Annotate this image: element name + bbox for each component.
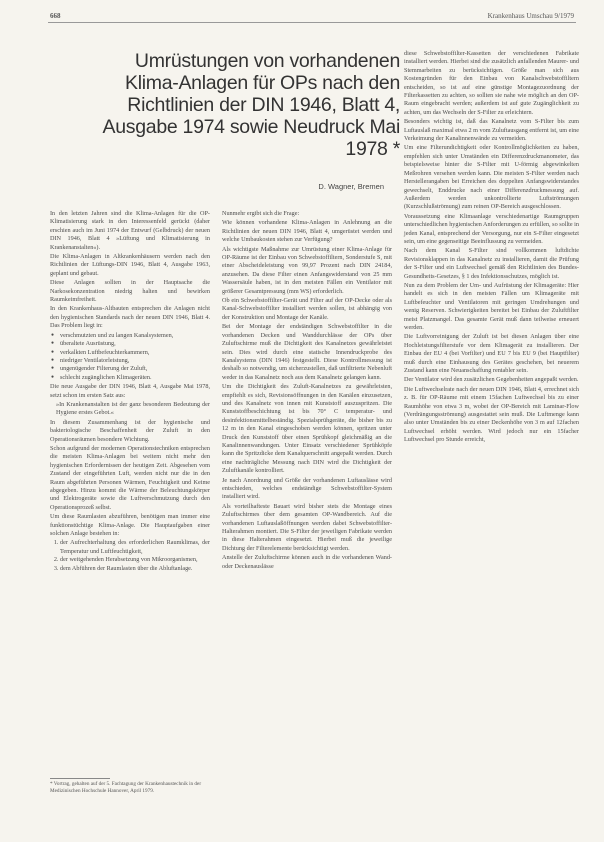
article-title — [100, 50, 400, 160]
paragraph: Diese Anlagen sollten in der Hauptsache die Narkosekonzentration niedrig halten und bewirken Raumkeimfreiheit. — [50, 279, 210, 304]
title-line: Klima-Anlagen für OPs nach den — [125, 72, 400, 94]
paragraph: Nun zu dem Problem der Um- und Aufrüstung der Klimageräte: Hier handelt es sich in den meisten Fällen um Klimageräte mit Luftbefeuchter und Ventilatoren mit geringen Umdrehungen und wenig Reserven. Schwierigkeiten bereitet bei Einbau der Zuluftfilter meist Platzmangel. Das gesamte Gerät muß dann teilweise erneuert werden. — [404, 281, 579, 331]
title-line: Umrüstungen von vorhandenen — [134, 50, 400, 72]
title-line: Richtlinien der DIN 1946, Blatt 4, — [127, 94, 400, 116]
paragraph: Schon aufgrund der modernen Operationstechniken entsprechen die meisten Klima-Anlagen bei weitem nicht mehr den hygienischen Erfordernissen der heutigen Zeit. Abgesehen vom Zustand der eingeführten Luft, werden nicht nur die in den Raum abgeführten Personen Wärmen, Feuchtigkeit und Keime abgegeben. Hinzu kommt die Wärme der Beleuchtungskörper und Elektrogeräte sowie die Luftverschmutzung durch den Operationsprozeß selbst. — [50, 444, 210, 511]
paragraph: Um die Dichtigkeit des Zuluft-Kanalnetzes zu gewährleisten, empfiehlt es sich, Revisionsöffnungen in den Kanälen einzusetzen, und des Kanalnetz von innen mit Kunststoff auszuspritzen. Die Kunststoffbeschichtung ist bis 70° C temperatur- und desinfektionsmittelbeständig. Spezialsprühgeräte, die bisher bis zu 12 m in den Kanal eingeschoben werden können, spritzen unter Druck den Kunststoff über einen Sprühkopf gleichmäßig an die Kanalinnenwandungen. Unter Einsatz verschiedener Sprühköpfe kann die Spritzdicke dem Kanalquerschnitt angepaßt werden. Durch eine nachträgliche Messung nach DIN wird die Dichtigkeit der Zuluftkanäle kontrolliert. — [222, 383, 392, 475]
list-item: 1. der Aufrechterhaltung des erforderlichen Raumklimas, der Temperatur und Luftfeuchtigkeit, — [60, 539, 210, 556]
paragraph: Als vorteilhafteste Bauart wird bisher stets die Montage eines Zuluftschirmes über dem gesamten OP-Wandbereich. Auf die vorhandenen Luftauslaßöffnungen werden dabei Schwebstoffilter-Halterahmen montiert. Die S-Filter der jeweiligen Fabrikate werden in diese Halterahmen eingesetzt. Hierbei muß die jeweilige Dichtung der Filterelemente berücksichtigt werden. — [222, 502, 392, 552]
header-rule — [48, 22, 576, 23]
list-item: ● niedriger Ventilatorleistung, — [60, 357, 210, 365]
paragraph: In den letzten Jahren sind die Klima-Anlagen für die OP-Klimatisierung stark in den Interessenfeld gerückt (daher erschien auch im Juni 1974 der Entwurf (Gelbdruck) der neuen DIN 1946, Blatt 4 »Lüftung und Klimatisierung in Krankenanstalten«). — [50, 210, 210, 251]
paragraph: Die neue Ausgabe der DIN 1946, Blatt 4, Ausgabe Mai 1978, setzt schon im ersten Satz aus: — [50, 383, 210, 399]
problem-list — [50, 332, 210, 382]
quote: »In Krankenanstalten ist der ganz besonderen Bedeutung der Hygiene erstes Gebot.« — [56, 400, 210, 417]
list-item: ● ungenügender Filterung der Zuluft, — [60, 365, 210, 373]
paragraph: Anstelle der Zuluftschirme können auch in die vorhandenen Wand- oder Deckenauslässe — [222, 554, 392, 570]
list-item: 3. dem Abführen der Raumlasten über die Abluftanlage. — [60, 565, 210, 573]
paragraph: Nach dem Kanal S-Filter sind vollkommen luftdichte Revisionsklappen in das Kanalnetz zu installieren, damit die Prüfung der S-Filter und ein Luftwechsel gemäß den Richtlinien des Bundes-Gesundheits-Gesetzes, § 1 des Infektionsschutzes, möglich ist. — [404, 247, 579, 280]
journal-header: Krankenhaus Umschau 9/1979 — [487, 12, 574, 20]
paragraph: Als wichtigste Maßnahme zur Umrüstung einer Klima-Anlage für OP-Räume ist der Einbau von Schwebstoffiltern, Sonderstufe S, mit einer Abscheideleistung von 99,97 Prozent nach DIN 24184, anzusehen. Da diese Filter einen Anfangswiderstand von 25 mm Wassersäule haben, ist in den meisten Fällen ein Ventilator mit größerer Gesamtpressung (mm WS) erforderlich. — [222, 245, 392, 295]
paragraph: Um diese Raumlasten abzuführen, benötigen man immer eine funktionstüchtige Klima-Anlage. Die Hauptaufgaben einer solchen Anlage bestehen in: — [50, 513, 210, 538]
paragraph: Voraussetzung eine Klimaanlage verschiedenartige Raumgruppen unterschiedlichen hygienischen Anforderungen zu erfüllen, so sollte in jeden Kanal, entsprechend der Versorgung, nur ein S-Filter eingesetzt sein, um eine gegenseitige Beeinflussung zu vermeiden. — [404, 212, 579, 245]
column-3 — [404, 50, 579, 446]
paragraph: Die Luftvorreinigung der Zuluft ist bei diesen Anlagen über eine Hochleistungsfilterstufe vor dem Klimagerät zu installieren. Der Einbau der EU 4 (bei Vorfilter) und EU 7 bis EU 9 (bei Hauptfilter) muß durch eine Einhausung des Gerätes geschehen, bei neuerem Zustand kann eine Neuanschaffung rentabler sein. — [404, 333, 579, 375]
author: D. Wagner, Bremen — [318, 182, 384, 191]
paragraph: Der Ventilator wird den zusätzlichen Gegebenheiten angepaßt werden. — [404, 376, 579, 384]
paragraph: Die Luftwechselrate nach der neuen DIN 1946, Blatt 4, errechnet sich z. B. für OP-Räume mit einem 15fachen Luftwechsel bis zu einer Raumhöhe von etwa 3 m, wobei der OP-Bereich mit Laminar-Flow (Verdrängungsströmung) ausgestattet sein muß. Die Luftmenge kann also unter Umständen bis zu einer Deckenhöhe von 3 m auf 12fachen Luftwechsel erhöht werden. Wird jedoch nur ein 15facher Luftwechsel pro Stunde erreicht, — [404, 385, 579, 444]
paragraph: Um eine Filterundichtigkeit oder Kontrollmöglichkeiten zu haben, empfehlen sich unter Umständen ein Differenzdruckmanometer, das beispielsweise hinter die S-Filter mit U-förmig abgewinkelten Meßrohren versehen werden kann. Die meisten S-Filter werden nach Herstellerangaben bei Erreichen des doppelten Anfangswiderstandes gewechselt, Enddrucke nach einer Differenzdruckmessung auf. Außerdem werden unkontrollierte Luftströmungen (Kurzschlußströmung) zum reinen OP-Bereich ausgeschlossen. — [404, 144, 579, 211]
list-item: ● überaltete Ausrüstung, — [60, 340, 210, 348]
paragraph: Bei der Montage der endständigen Schwebstoffilter in die vorhandenen Decken und Wanddurchlässe der OPs über Zuluftschirme muß die Dichtigkeit des Kanalnetzes gewährleistet sein. Dies wird durch eine statische Innendruckprobe des Kanalsystems (DIN 1946) festgestellt. Diese Kontrollmessung ist deshalb so notwendig, um sicherzustellen, daß unfiltrierte Nebenluft weder in das Kanalnetz noch aus dem Kanalnetz gelangen kann. — [222, 323, 392, 381]
list-item: 2. der weitgehenden Herabsetzung von Mikroorganismen, — [60, 556, 210, 564]
paragraph: Nunmehr ergibt sich die Frage: — [222, 210, 300, 217]
paragraph: Je nach Anordnung und Größe der vorhandenen Luftauslässe wird entschieden, welches endständige Schwebstoffilter-System installiert wird. — [222, 476, 392, 501]
paragraph: In den Krankenhaus-Altbauten entsprechen die Anlagen nicht den hygienischen Standards nach der neuen DIN 1946, Blatt 4. Das Problem liegt in: — [50, 305, 210, 330]
list-item: ● verkalkten Luftbefeuchterkammern, — [60, 349, 210, 357]
paragraph: In diesem Zusammenhang ist der hygienische und bakteriologische Beschaffenheit der Zuluft in den Operationsräumen besondere Wichtung. — [50, 418, 210, 443]
task-list — [50, 539, 210, 573]
paragraph: diese Schwebstoffilter-Kassetten der verschiedenen Fabrikate installiert werden. Hierbei sind die zusätzlich anfallenden Maurer- und Stemmarbeiten zu berücksichtigen. Größe man sich aus Kostengründen für den Einbau von Kanalschwebstoffiltern entscheiden, so ist auf eine günstige Montagezuordnung der Filterkassetten zu achten, so sollten sie nahe wie möglich an den OP-Raum eingebracht werden; außerdem ist auf gute Zugänglichkeit zu achten, um das Wechseln der S-Filter zu erleichtern. — [404, 50, 579, 116]
column-1 — [50, 210, 210, 574]
footnote-rule — [50, 778, 110, 779]
footnote: * Vortrag, gehalten auf der 5. Fachtagung der Krankenhaustechnik in der Medizinischen Hochschule Hannover, April 1979. — [50, 781, 202, 794]
page-number: 668 — [50, 12, 61, 20]
paragraph: Ob ein Schwebstoffilter-Gerät und Filter auf der OP-Decke oder als Kanal-Schwebstoffilter installiert werden sollen, ist abhängig von der Konstruktion und Montage der Kanäle. — [222, 297, 392, 321]
list-item: ● schlecht zugänglichen Klimageräten. — [60, 374, 210, 382]
title-line: Ausgabe 1974 sowie Neudruck Mai 1978 * — [102, 116, 400, 160]
paragraph: Die Klima-Anlagen in Altkrankenhäusern werden nach den Richtlinien der Lüftungs-DIN 1946, Blatt 4, Ausgabe 1963, geplant und gebaut. — [50, 253, 210, 277]
list-item: ● verschmutzten und zu langen Kanalsystemen, — [60, 332, 210, 340]
column-2 — [222, 210, 392, 572]
paragraph: Besonders wichtig ist, daß das Kanalnetz vom S-Filter bis zum Luftauslaß maximal etwa 2 m vom Zuluftausgang entfernt ist, um eine Verkeimung der Kanalinnenwände zu vermeiden. — [404, 118, 579, 143]
paragraph: Wie können vorhandene Klima-Anlagen in Anlehnung an die Richtlinien der neuen DIN 1946, Blatt 4, umgerüstet werden und welche Umbaukosten stehen zur Verfügung? — [222, 219, 392, 244]
